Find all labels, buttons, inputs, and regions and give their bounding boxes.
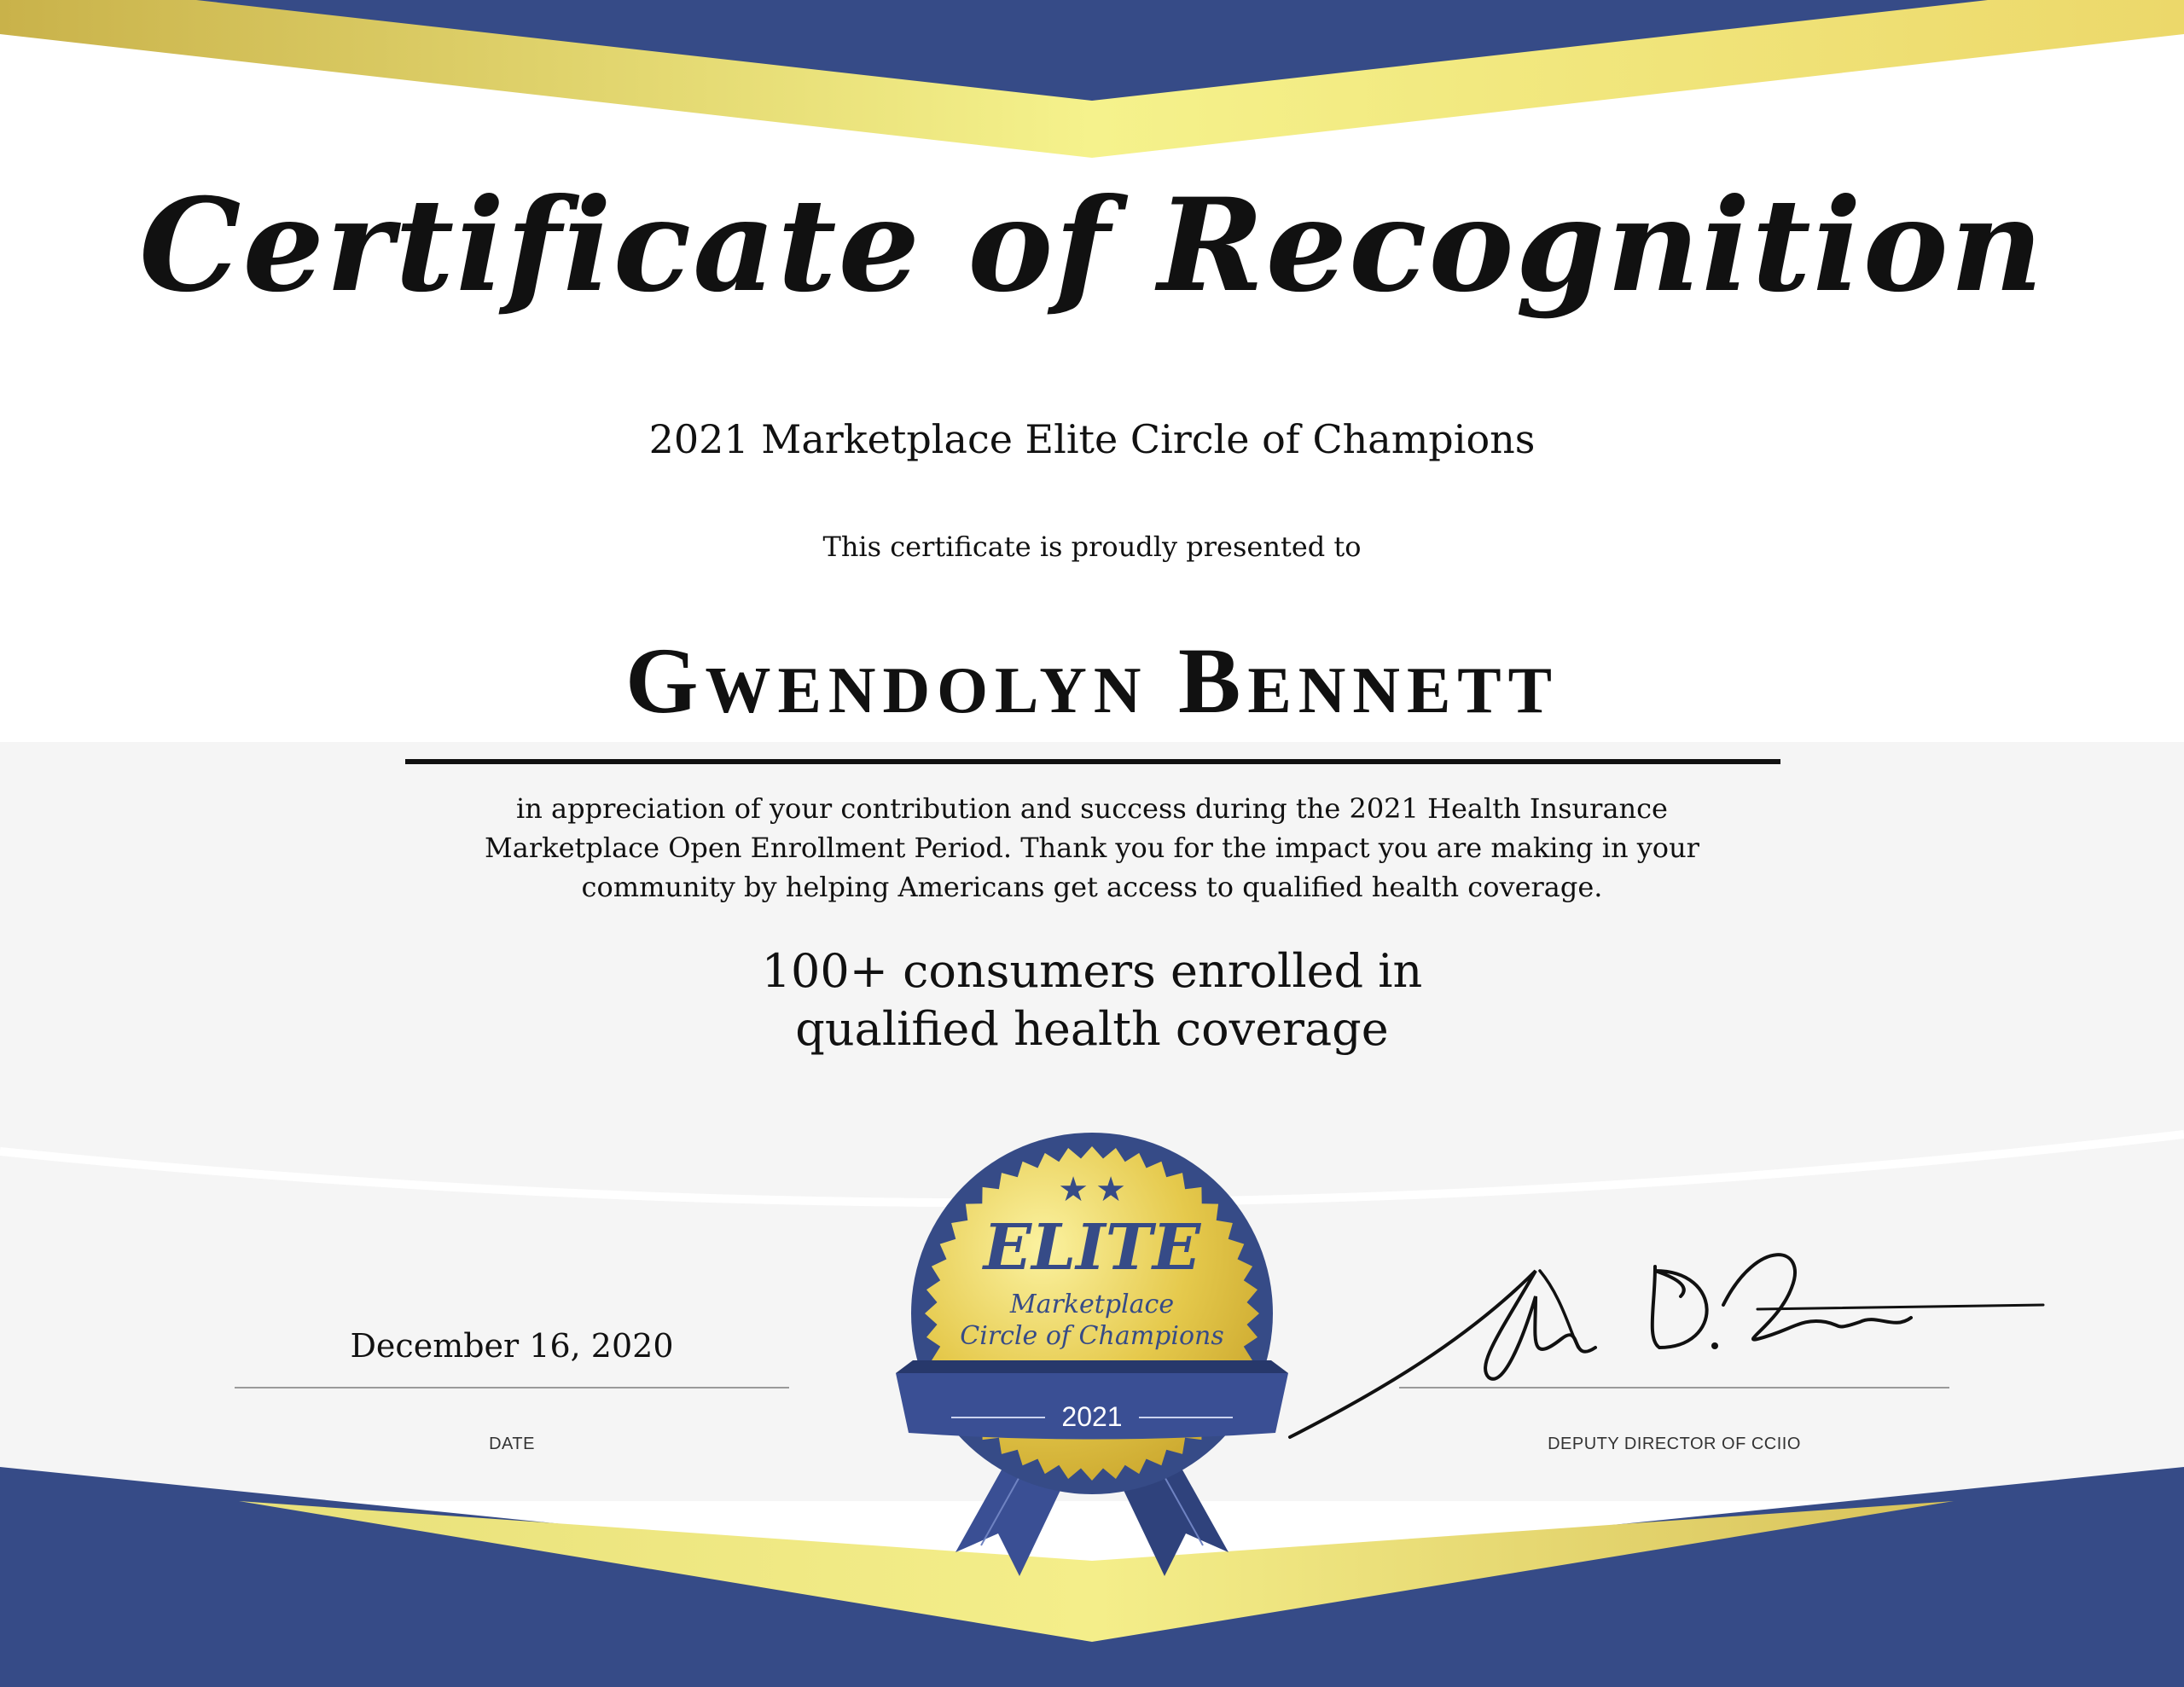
appreciation-line-1: in appreciation of your contribution and success during the 2021 Health Insurance	[516, 792, 1668, 825]
seal-line-1: Marketplace	[1009, 1290, 1175, 1319]
achievement-text	[0, 942, 2184, 1058]
certificate-title: Certificate of Recognition	[139, 171, 2045, 321]
date-line	[235, 1387, 789, 1388]
recipient-name: Gwendolyn Bennett	[624, 629, 1560, 733]
elite-seal	[887, 1126, 1297, 1586]
signature-label: DEPUTY DIRECTOR OF CCIIO	[1548, 1435, 1801, 1453]
appreciation-line-2: Marketplace Open Enrollment Period. Thank you for the impact you are making in your	[485, 832, 1699, 864]
name-underline	[405, 759, 1780, 764]
signature-line	[1399, 1387, 1949, 1388]
seal-line-2: Circle of Champions	[960, 1321, 1224, 1351]
certificate-subtitle: 2021 Marketplace Elite Circle of Champions	[648, 416, 1536, 462]
star-icon: ★	[1095, 1170, 1126, 1209]
achievement-line-1: 100+ consumers enrolled in	[761, 944, 1423, 998]
achievement-line-2: qualified health coverage	[795, 1002, 1389, 1056]
appreciation-text	[0, 789, 2184, 907]
star-icon: ★	[1058, 1170, 1089, 1209]
date-label: DATE	[489, 1435, 535, 1453]
seal-year: 2021	[1061, 1401, 1123, 1432]
signature-image	[1280, 1237, 2065, 1450]
date-value: December 16, 2020	[350, 1327, 674, 1365]
seal-heading: ELITE	[983, 1211, 1201, 1284]
presented-to-text: This certificate is proudly presented to	[822, 530, 1362, 563]
appreciation-line-3: community by helping Americans get access to qualified health coverage.	[581, 871, 1603, 903]
